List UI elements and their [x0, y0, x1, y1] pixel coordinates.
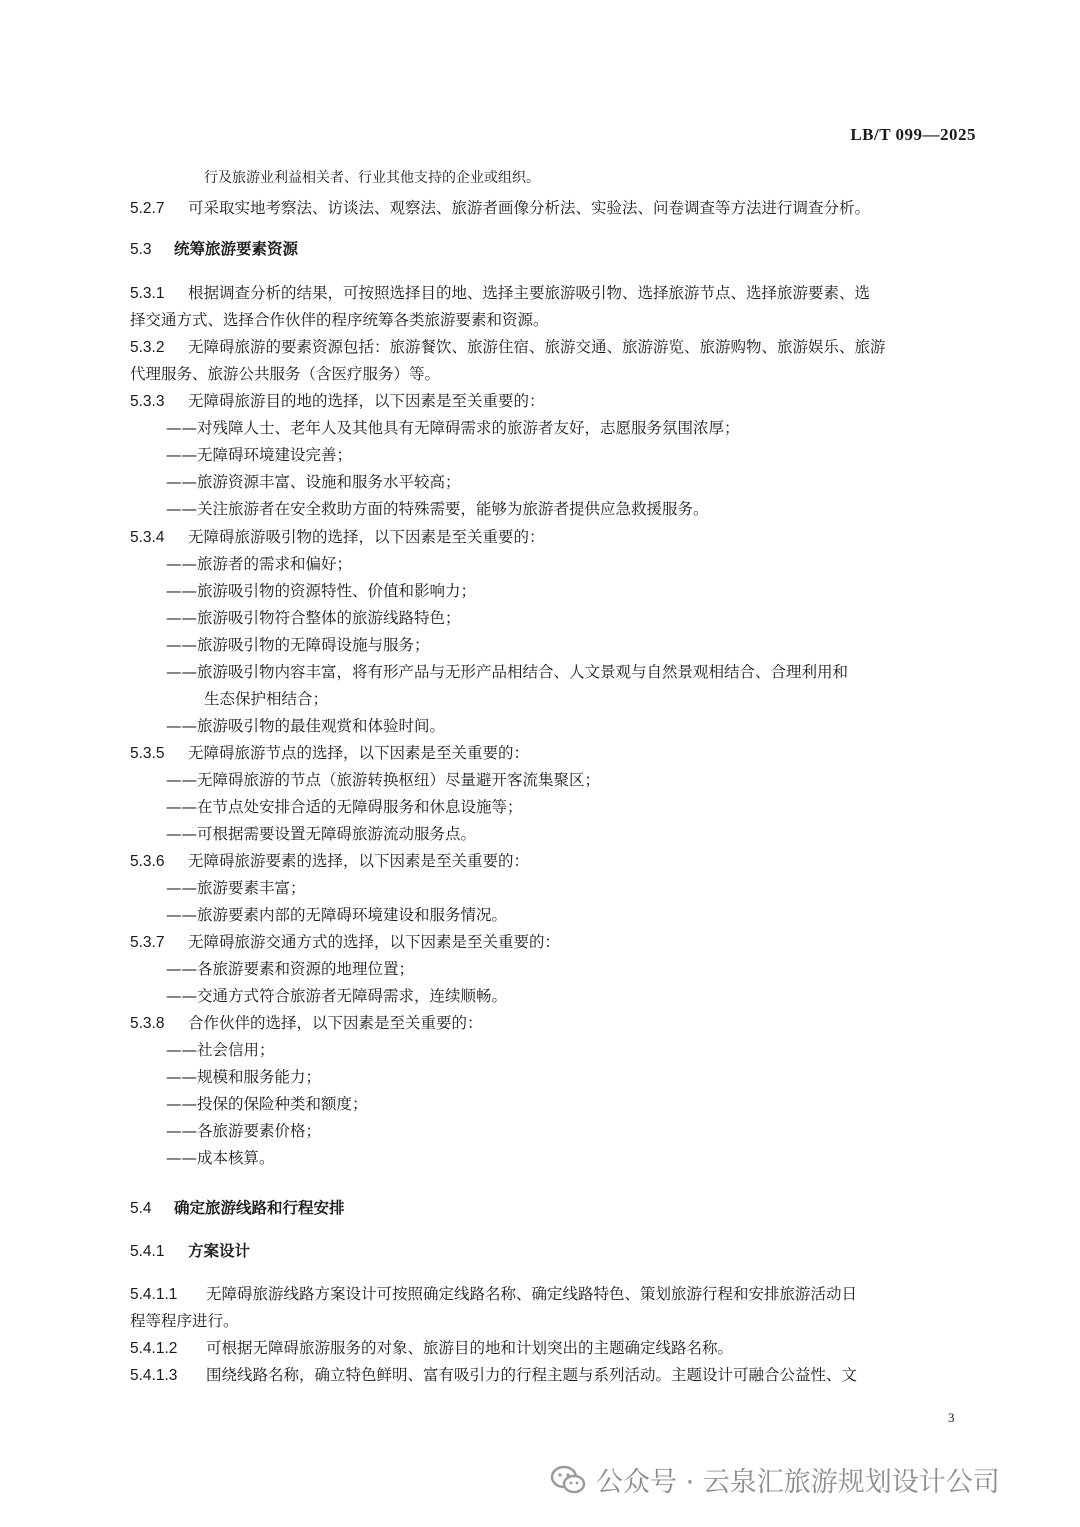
- section-number: 5.4: [130, 1200, 152, 1217]
- list-item: ——旅游吸引物的无障碍设施与服务；: [166, 636, 430, 654]
- clause-number: 5.3.6: [130, 853, 165, 870]
- clause-text: 可根据无障碍旅游服务的对象、旅游目的地和计划突出的主题确定线路名称。: [206, 1339, 734, 1357]
- section-title: 确定旅游线路和行程安排: [174, 1199, 345, 1217]
- clause-number: 5.3.3: [130, 393, 165, 410]
- wechat-icon: [550, 1464, 586, 1496]
- list-item: ——成本核算。: [166, 1149, 275, 1167]
- clause-number: 5.3.2: [130, 339, 165, 356]
- clause-text: 围绕线路名称，确立特色鲜明、富有吸引力的行程主题与系列活动。主题设计可融合公益性、文: [206, 1366, 858, 1384]
- list-item: ——各旅游要素价格；: [166, 1122, 322, 1140]
- section-title: 方案设计: [188, 1242, 251, 1260]
- clause-text: 无障碍旅游要素的选择，以下因素是至关重要的：: [188, 852, 530, 870]
- list-item: ——无障碍旅游的节点（旅游转换枢纽）尽量避开客流集聚区；: [166, 771, 601, 789]
- list-item: ——无障碍环境建设完善；: [166, 446, 353, 464]
- list-item: ——在节点处安排合适的无障碍服务和休息设施等；: [166, 798, 523, 816]
- clause-5-4-1-1: [130, 1283, 857, 1306]
- clause-5-3-4: [130, 526, 545, 549]
- subsection-heading-5-4-1: [130, 1240, 250, 1263]
- list-item: ——旅游者的需求和偏好；: [166, 555, 353, 573]
- section-number: 5.3: [130, 241, 152, 258]
- standard-code: LB/T 099—2025: [850, 125, 976, 144]
- clause-5-3-7: [130, 931, 560, 954]
- clause-5-4-1-3: [130, 1364, 857, 1387]
- clause-number: 5.2.7: [130, 200, 165, 217]
- list-item: ——旅游要素内部的无障碍环境建设和服务情况。: [166, 906, 508, 924]
- clause-text: 无障碍旅游线路方案设计可按照确定线路名称、确定线路特色、策划旅游行程和安排旅游活动日: [206, 1285, 858, 1303]
- clause-number: 5.3.4: [130, 529, 165, 546]
- clause-text: 无障碍旅游的要素资源包括：旅游餐饮、旅游住宿、旅游交通、旅游游览、旅游购物、旅游娱乐、旅游: [188, 338, 886, 356]
- page-number: 3: [948, 1410, 955, 1425]
- clause-5-3-1: [130, 282, 870, 305]
- clause-number: 5.4.1.1: [130, 1286, 178, 1303]
- section-heading-5-4: [130, 1197, 345, 1220]
- clause-5-3-5: [130, 742, 529, 765]
- list-item: ——可根据需要设置无障碍旅游流动服务点。: [166, 825, 477, 843]
- list-item: ——旅游吸引物符合整体的旅游线路特色；: [166, 609, 461, 627]
- clause-text: 合作伙伴的选择，以下因素是至关重要的：: [188, 1014, 483, 1032]
- text-line: 行及旅游业利益相关者、行业其他支持的企业或组织。: [204, 170, 540, 186]
- text-line: 生态保护相结合；: [204, 690, 329, 708]
- clause-number: 5.3.8: [130, 1015, 165, 1032]
- clause-5-3-8: [130, 1012, 483, 1035]
- watermark: [550, 1460, 1000, 1499]
- text-line: 择交通方式、选择合作伙伴的程序统筹各类旅游要素和资源。: [130, 311, 549, 329]
- clause-text: 无障碍旅游目的地的选择，以下因素是至关重要的：: [188, 392, 545, 410]
- clause-text: 无障碍旅游交通方式的选择，以下因素是至关重要的：: [188, 933, 561, 951]
- list-item: ——旅游吸引物的资源特性、价值和影响力；: [166, 582, 477, 600]
- clause-number: 5.3.1: [130, 285, 165, 302]
- list-item: ——规模和服务能力；: [166, 1068, 322, 1086]
- clause-5-3-3: [130, 390, 545, 413]
- clause-5-4-1-2: [130, 1337, 733, 1360]
- text-line: 代理服务、旅游公共服务（含医疗服务）等。: [130, 365, 441, 383]
- list-item: ——社会信用；: [166, 1041, 275, 1059]
- list-item: ——投保的保险种类和额度；: [166, 1095, 368, 1113]
- section-heading-5-3: [130, 238, 298, 261]
- list-item: ——旅游吸引物的最佳观赏和体验时间。: [166, 717, 446, 735]
- clause-5-2-7: [130, 197, 870, 220]
- list-item: ——对残障人士、老年人及其他具有无障碍需求的旅游者友好，志愿服务氛围浓厚；: [166, 419, 740, 437]
- clause-text: 无障碍旅游节点的选择，以下因素是至关重要的：: [188, 744, 530, 762]
- clause-number: 5.3.7: [130, 934, 165, 951]
- clause-number: 5.4.1.2: [130, 1340, 178, 1357]
- clause-text: 无障碍旅游吸引物的选择，以下因素是至关重要的：: [188, 528, 545, 546]
- clause-text: 可采取实地考察法、访谈法、观察法、旅游者画像分析法、实验法、问卷调查等方法进行调查分析。: [188, 199, 871, 217]
- clause-number: 5.4.1.3: [130, 1367, 178, 1384]
- list-item: ——交通方式符合旅游者无障碍需求，连续顺畅。: [166, 987, 508, 1005]
- list-item: ——旅游要素丰富；: [166, 879, 306, 897]
- text-line: 程等程序进行。: [130, 1312, 239, 1330]
- list-item: ——关注旅游者在安全救助方面的特殊需要，能够为旅游者提供应急救援服务。: [166, 500, 709, 518]
- list-item: ——旅游吸引物内容丰富，将有形产品与无形产品相结合、人文景观与自然景观相结合、合理利用和: [166, 663, 849, 681]
- clause-text: 根据调查分析的结果，可按照选择目的地、选择主要旅游吸引物、选择旅游节点、选择旅游要素、选: [188, 284, 871, 302]
- section-title: 统筹旅游要素资源: [174, 240, 299, 258]
- section-number: 5.4.1: [130, 1243, 165, 1260]
- clause-5-3-6: [130, 850, 529, 873]
- watermark-text: 公众号 · 云泉汇旅游规划设计公司: [596, 1467, 1000, 1498]
- list-item: ——旅游资源丰富、设施和服务水平较高；: [166, 473, 461, 491]
- clause-number: 5.3.5: [130, 745, 165, 762]
- clause-5-3-2: [130, 336, 886, 359]
- list-item: ——各旅游要素和资源的地理位置；: [166, 960, 415, 978]
